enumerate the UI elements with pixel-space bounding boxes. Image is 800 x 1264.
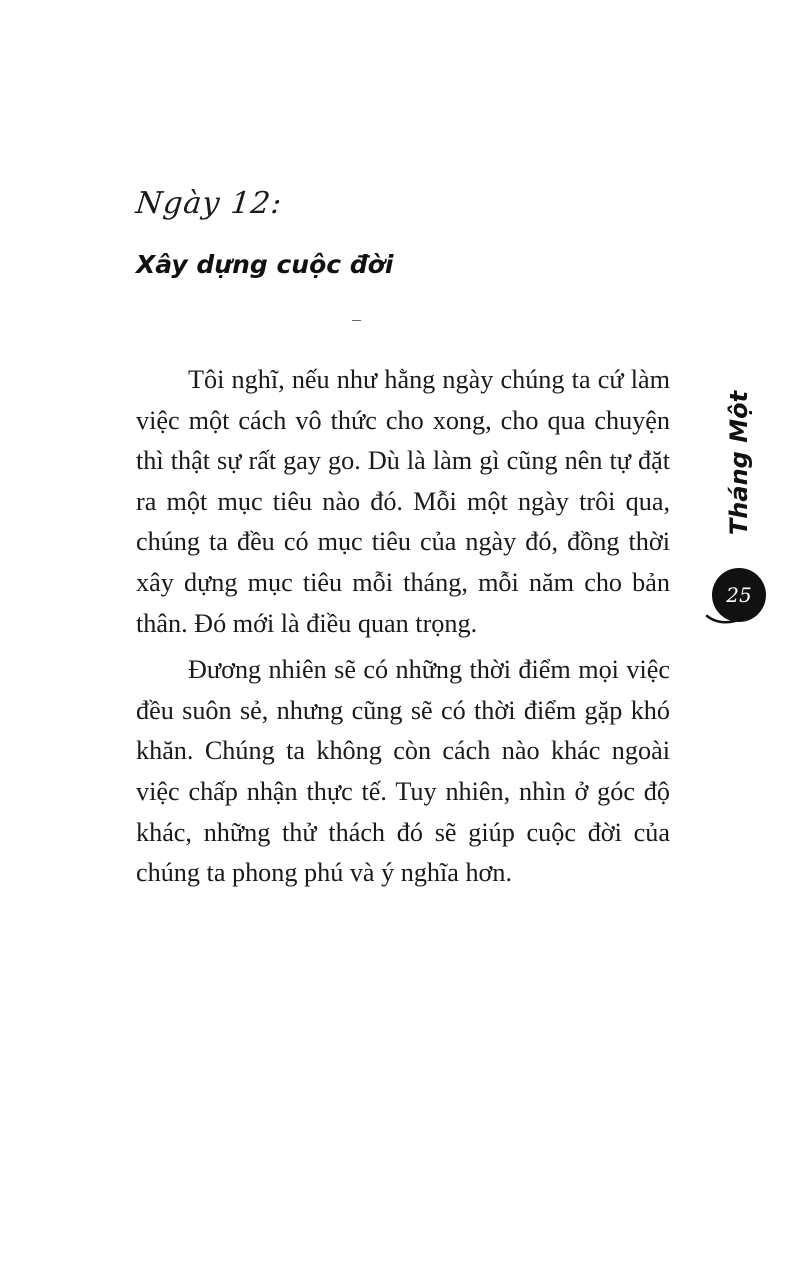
body-text bbox=[136, 360, 670, 900]
chapter-title: Xây dựng cuộc đời bbox=[136, 250, 394, 279]
paragraph-1: Tôi nghĩ, nếu như hằng ngày chúng ta cứ làm việc một cách vô thức cho xong, cho qua chuyện thì thật sự rất gay go. Dù là làm gì cũng nên tự đặt ra một mục tiêu nào đó. Mỗi một ngày trôi qua, chúng ta đều có mục tiêu của ngày đó, đồng thời xây dựng mục tiêu mỗi tháng, mỗi năm cho bản thân. Đó mới là điều quan trọng. bbox=[136, 365, 670, 638]
paragraph-2: Đương nhiên sẽ có những thời điểm mọi việc đều suôn sẻ, nhưng cũng sẽ có thời điểm gặp khó khăn. Chúng ta không còn cách nào khác ngoài việc chấp nhận thực tế. Tuy nhiên, nhìn ở góc độ khác, những thử thách đó sẽ giúp cuộc đời của chúng ta phong phú và ý nghĩa hơn. bbox=[136, 655, 670, 888]
month-label-text: Tháng Một bbox=[725, 390, 753, 536]
page-number: 25 bbox=[726, 583, 752, 607]
month-side-label bbox=[714, 390, 764, 536]
swoosh-decoration-icon bbox=[705, 612, 745, 626]
decorative-dash bbox=[352, 320, 361, 321]
day-label: Ngày 12: bbox=[134, 186, 284, 221]
